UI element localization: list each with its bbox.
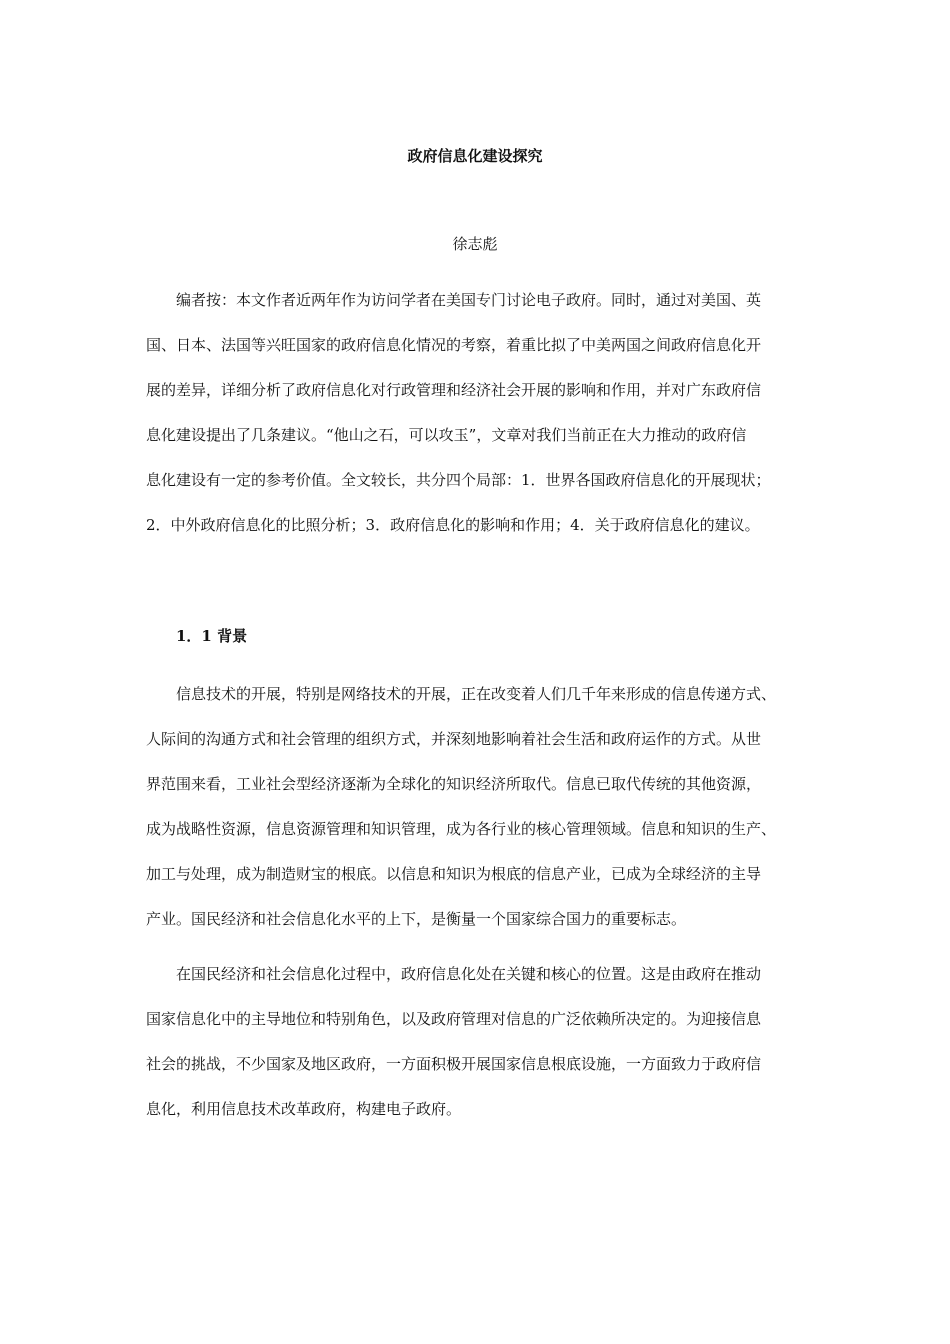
paragraph-line: 社会的挑战，不少国家及地区政府，一方面积极开展国家信息根底设施，一方面致力于政府信: [146, 1055, 762, 1073]
editor-note-line: 编者按：本文作者近两年作为访问学者在美国专门讨论电子政府。同时，通过对美国、英: [176, 291, 762, 309]
editor-note-line: 2．中外政府信息化的比照分析；3．政府信息化的影响和作用；4．关于政府信息化的建议。: [146, 516, 760, 534]
body-paragraph-1: [146, 672, 806, 942]
document-author: 徐志彪: [452, 235, 498, 253]
paragraph-line: 在国民经济和社会信息化过程中，政府信息化处在关键和核心的位置。这是由政府在推动: [176, 965, 762, 983]
paragraph-line: 界范围来看，工业社会型经济逐渐为全球化的知识经济所取代。信息已取代传统的其他资源，: [146, 775, 762, 793]
paragraph-line: 国家信息化中的主导地位和特别角色，以及政府管理对信息的广泛依赖所决定的。为迎接信息: [146, 1010, 762, 1028]
paragraph-line: 息化，利用信息技术改革政府，构建电子政府。: [146, 1100, 462, 1118]
paragraph-line: 加工与处理，成为制造财宝的根底。以信息和知识为根底的信息产业，已成为全球经济的主导: [146, 865, 762, 883]
body-paragraph-2: [146, 952, 806, 1132]
paragraph-line: 信息技术的开展，特别是网络技术的开展，正在改变着人们几千年来形成的信息传递方式、: [176, 685, 777, 703]
editor-note-paragraph: [146, 278, 806, 548]
editor-note-line: 息化建设提出了几条建议。“他山之石，可以攻玉”，文章对我们当前正在大力推动的政府信: [146, 426, 747, 444]
paragraph-line: 人际间的沟通方式和社会管理的组织方式，并深刻地影响着社会生活和政府运作的方式。从世: [146, 730, 762, 748]
editor-note-line: 息化建设有一定的参考价值。全文较长，共分四个局部：1．世界各国政府信息化的开展现状；: [146, 471, 771, 489]
document-title: 政府信息化建设探究: [407, 147, 543, 165]
editor-note-line: 国、日本、法国等兴旺国家的政府信息化情况的考察，着重比拟了中美两国之间政府信息化开: [146, 336, 762, 354]
section-heading: 1．1 背景: [176, 627, 248, 645]
editor-note-line: 展的差异，详细分析了政府信息化对行政管理和经济社会开展的影响和作用，并对广东政府信: [146, 381, 762, 399]
paragraph-line: 产业。国民经济和社会信息化水平的上下，是衡量一个国家综合国力的重要标志。: [146, 910, 687, 928]
paragraph-line: 成为战略性资源，信息资源管理和知识管理，成为各行业的核心管理领域。信息和知识的生产、: [146, 820, 777, 838]
